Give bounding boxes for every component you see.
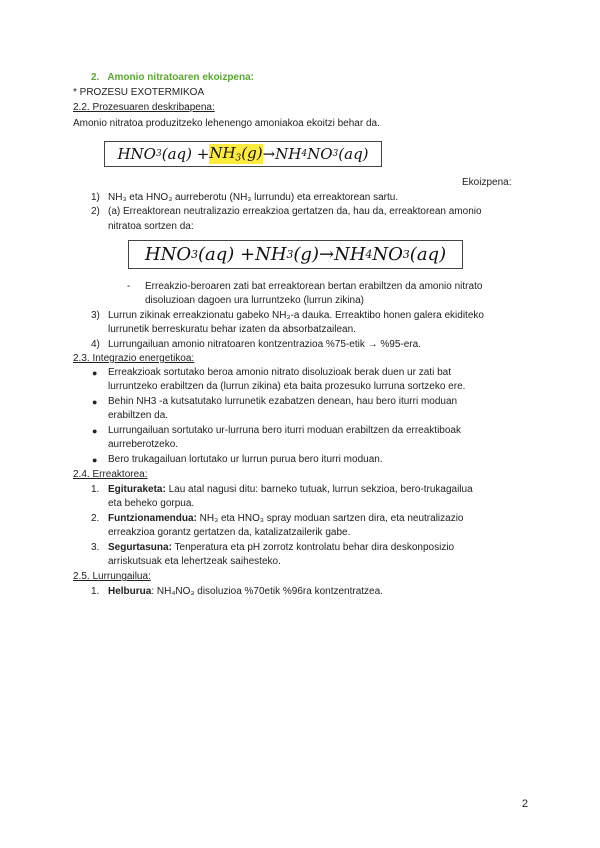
item-line: Funtzionamendua: NH₃ eta HNO₃ spray moduan sartzen dira, eta neutralizazio — [108, 513, 464, 524]
section-heading — [91, 71, 254, 84]
bullet-text-line: erabiltzen da. — [108, 410, 169, 421]
highlighted-nh3: NH3(g) — [209, 144, 263, 164]
step-text: NH₃ eta HNO₃ aurreberotu (NH₃ lurrundu) eta erreaktorean sartu. — [108, 192, 399, 203]
dash-item-line: disoluzioan dagoen ura lurruntzeko (lurrun zikina) — [145, 295, 365, 306]
step-text-line: Lurrun zikinak erreakzionatu gabeko NH₃-a dauka. Erreaktibo honen galera ekiditeko — [108, 310, 484, 321]
heading-number: 2. — [91, 72, 100, 83]
step-text-line: Lurrungailuan amonio nitratoaren kontzentrazioa %75-etik → %95-era. — [108, 339, 421, 350]
bullet-dot: ● — [92, 455, 98, 465]
item-number: 1. — [91, 586, 100, 597]
bullet-text-line: Erreakzioak sortutako beroa amonio nitrato disoluzioak berak duen ur zati bat — [108, 367, 451, 378]
process-type: * PROZESU EXOTERMIKOA — [73, 87, 205, 98]
ekoizpena-label: Ekoizpena: — [462, 177, 512, 188]
section-23-title: 2.3. Integrazio energetikoa: — [73, 353, 195, 364]
item-number: 1. — [91, 484, 100, 495]
step-number: 2) — [91, 206, 100, 217]
equation-2: HNO 3 (aq) + NH 3 (g) → NH 4 NO 3 (aq) — [128, 240, 463, 269]
item-line: arriskutsuak eta lehertzeak saihesteko. — [108, 556, 281, 567]
item-line: Helburua: NH₄NO₃ disoluzioa %70etik %96ra kontzentratzea. — [108, 586, 383, 597]
section-22-title: 2.2. Prozesuaren deskribapena: — [73, 102, 215, 113]
step-number: 4) — [91, 339, 100, 350]
step-text-line: nitratoa sortzen da: — [108, 221, 194, 232]
bullet-dot: ● — [92, 368, 98, 378]
bullet-text-line: Bero trukagailuan lortutako ur lurrun purua bero iturri moduan. — [108, 454, 383, 465]
step-text-line: (a) Erreaktorean neutralizazio erreakzioa gertatzen da, hau da, erreaktorean amonio — [108, 206, 482, 217]
item-number: 3. — [91, 542, 100, 553]
bullet-text-line: lurruntzeko erabiltzen da (lurrun zikina) eta baita prozesuko lurruna sortzeko ere. — [108, 381, 466, 392]
dash-bullet: - — [127, 281, 131, 292]
bullet-text-line: Behin NH3 -a kutsatutako lurrunetik ezabatzen denean, hau bero iturri moduan — [108, 396, 458, 407]
equation-1: HNO 3 (aq) + NH3(g) → NH 4 NO 3 (aq) — [104, 141, 382, 167]
bullet-dot: ● — [92, 426, 98, 436]
bullet-text-line: aurreberotzeko. — [108, 439, 179, 450]
item-line: Segurtasuna: Tenperatura eta pH zorrotz kontrolatu behar dira deskonposizio — [108, 542, 455, 553]
section-22-intro: Amonio nitratoa produzitzeko lehenengo amoniakoa ekoitzi behar da. — [73, 118, 380, 129]
step-number: 3) — [91, 310, 100, 321]
step-number: 1) — [91, 192, 100, 203]
item-line: erreakzioa gorantz gertatzen da, katalizatzailerik gabe. — [108, 527, 351, 538]
bullet-dot: ● — [92, 397, 98, 407]
section-25-title: 2.5. Lurrungailua: — [73, 571, 151, 582]
item-line: Egituraketa: Lau atal nagusi ditu: barneko tutuak, lurrun sekzioa, bero-trukagailua — [108, 484, 473, 495]
dash-item-line: Erreakzio-beroaren zati bat erreaktorean bertan erabiltzen da amonio nitrato — [145, 281, 483, 292]
heading-title: Amonio nitratoaren ekoizpena: — [107, 72, 254, 83]
section-24-title: 2.4. Erreaktorea: — [73, 469, 148, 480]
step-text-line: lurrunetik berreskuratu behar izaten da absorbatzailean. — [108, 324, 356, 335]
item-number: 2. — [91, 513, 100, 524]
bullet-text-line: Lurrungailuan sortutako ur-lurruna bero iturri moduan erabiltzen da erreaktiboak — [108, 425, 461, 436]
item-line: eta beheko gorpua. — [108, 498, 195, 509]
page-number: 2 — [521, 798, 528, 810]
